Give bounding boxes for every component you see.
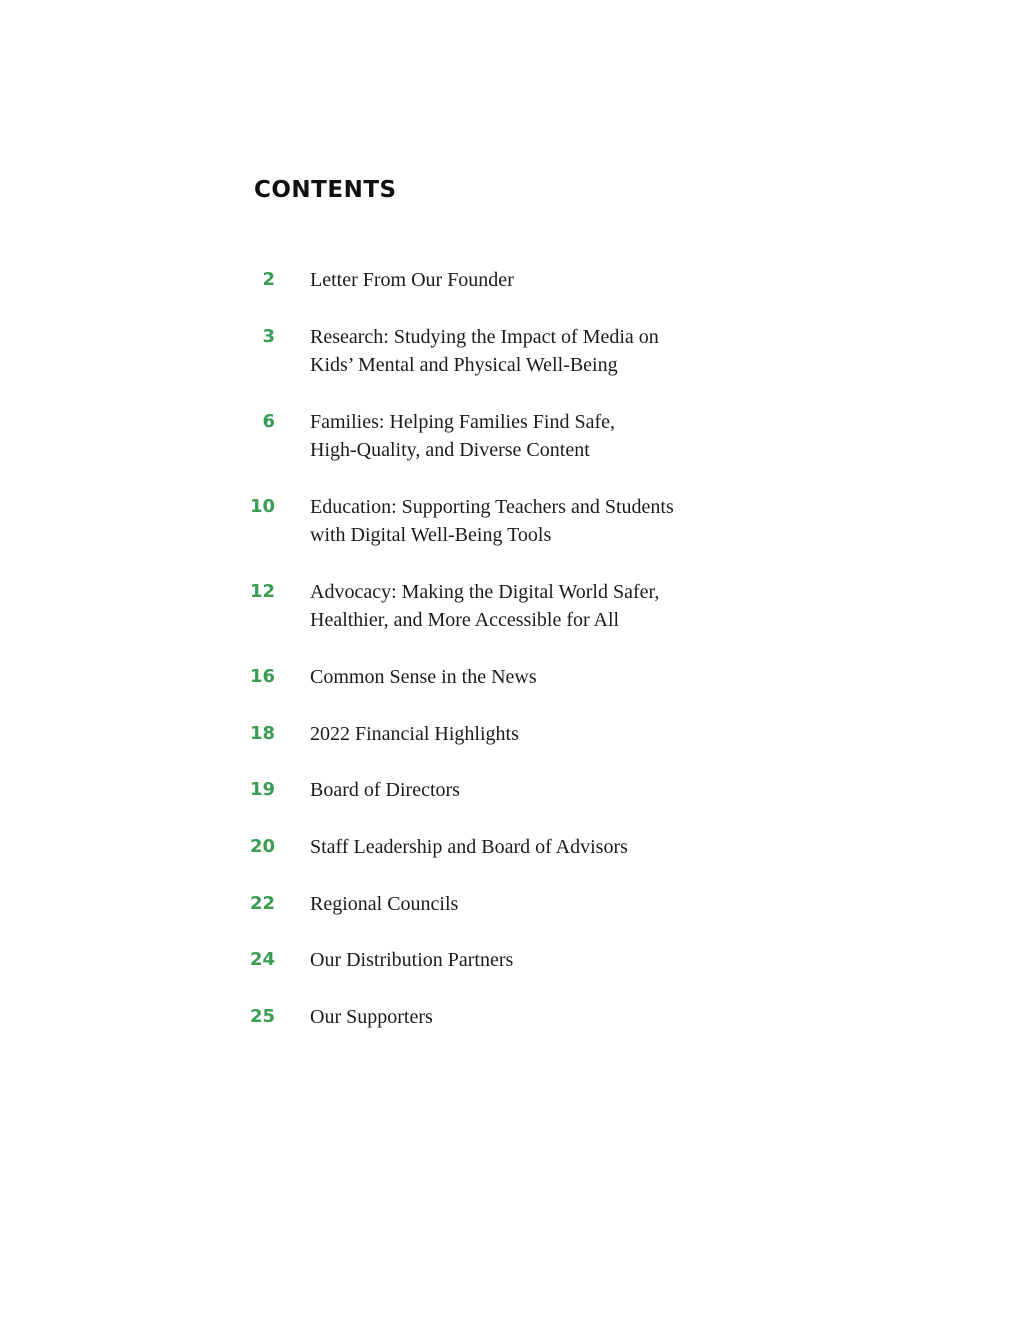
toc-entry-title: Our Distribution Partners [310, 949, 514, 971]
toc-page-number: 3 [262, 326, 275, 347]
toc-page-number: 10 [249, 496, 275, 517]
toc-entry-title: Board of Directors [310, 779, 460, 801]
toc-page-number: 18 [249, 723, 275, 744]
toc-page-number: 25 [249, 1006, 275, 1027]
toc-page-number: 16 [249, 666, 275, 687]
toc-entry-title: Regional Councils [310, 893, 459, 915]
toc-entry-title: Letter From Our Founder [310, 269, 514, 291]
toc-entry-title: Advocacy: Making the Digital World Safer, Healthier, and More Accessible for All [310, 581, 660, 631]
toc-entry-title: Our Supporters [310, 1006, 433, 1028]
toc-page-number: 22 [249, 893, 275, 914]
toc-page-number: 2 [262, 269, 275, 290]
toc-page-number: 19 [249, 779, 275, 800]
toc-entry-title: Education: Supporting Teachers and Students with Digital Well-Being Tools [310, 496, 674, 546]
toc-page-number: 6 [262, 411, 275, 432]
toc-entry-title: 2022 Financial Highlights [310, 723, 519, 745]
toc-entry-title: Families: Helping Families Find Safe, High-Quality, and Diverse Content [310, 411, 615, 461]
toc-entry-title: Common Sense in the News [310, 666, 537, 688]
toc-page-number: 24 [249, 949, 275, 970]
toc-entry-title: Research: Studying the Impact of Media on Kids’ Mental and Physical Well-Being [310, 326, 659, 376]
page-title: CONTENTS [254, 177, 397, 203]
toc-entry-title: Staff Leadership and Board of Advisors [310, 836, 628, 858]
toc-page-number: 20 [249, 836, 275, 857]
toc-page-number: 12 [249, 581, 275, 602]
